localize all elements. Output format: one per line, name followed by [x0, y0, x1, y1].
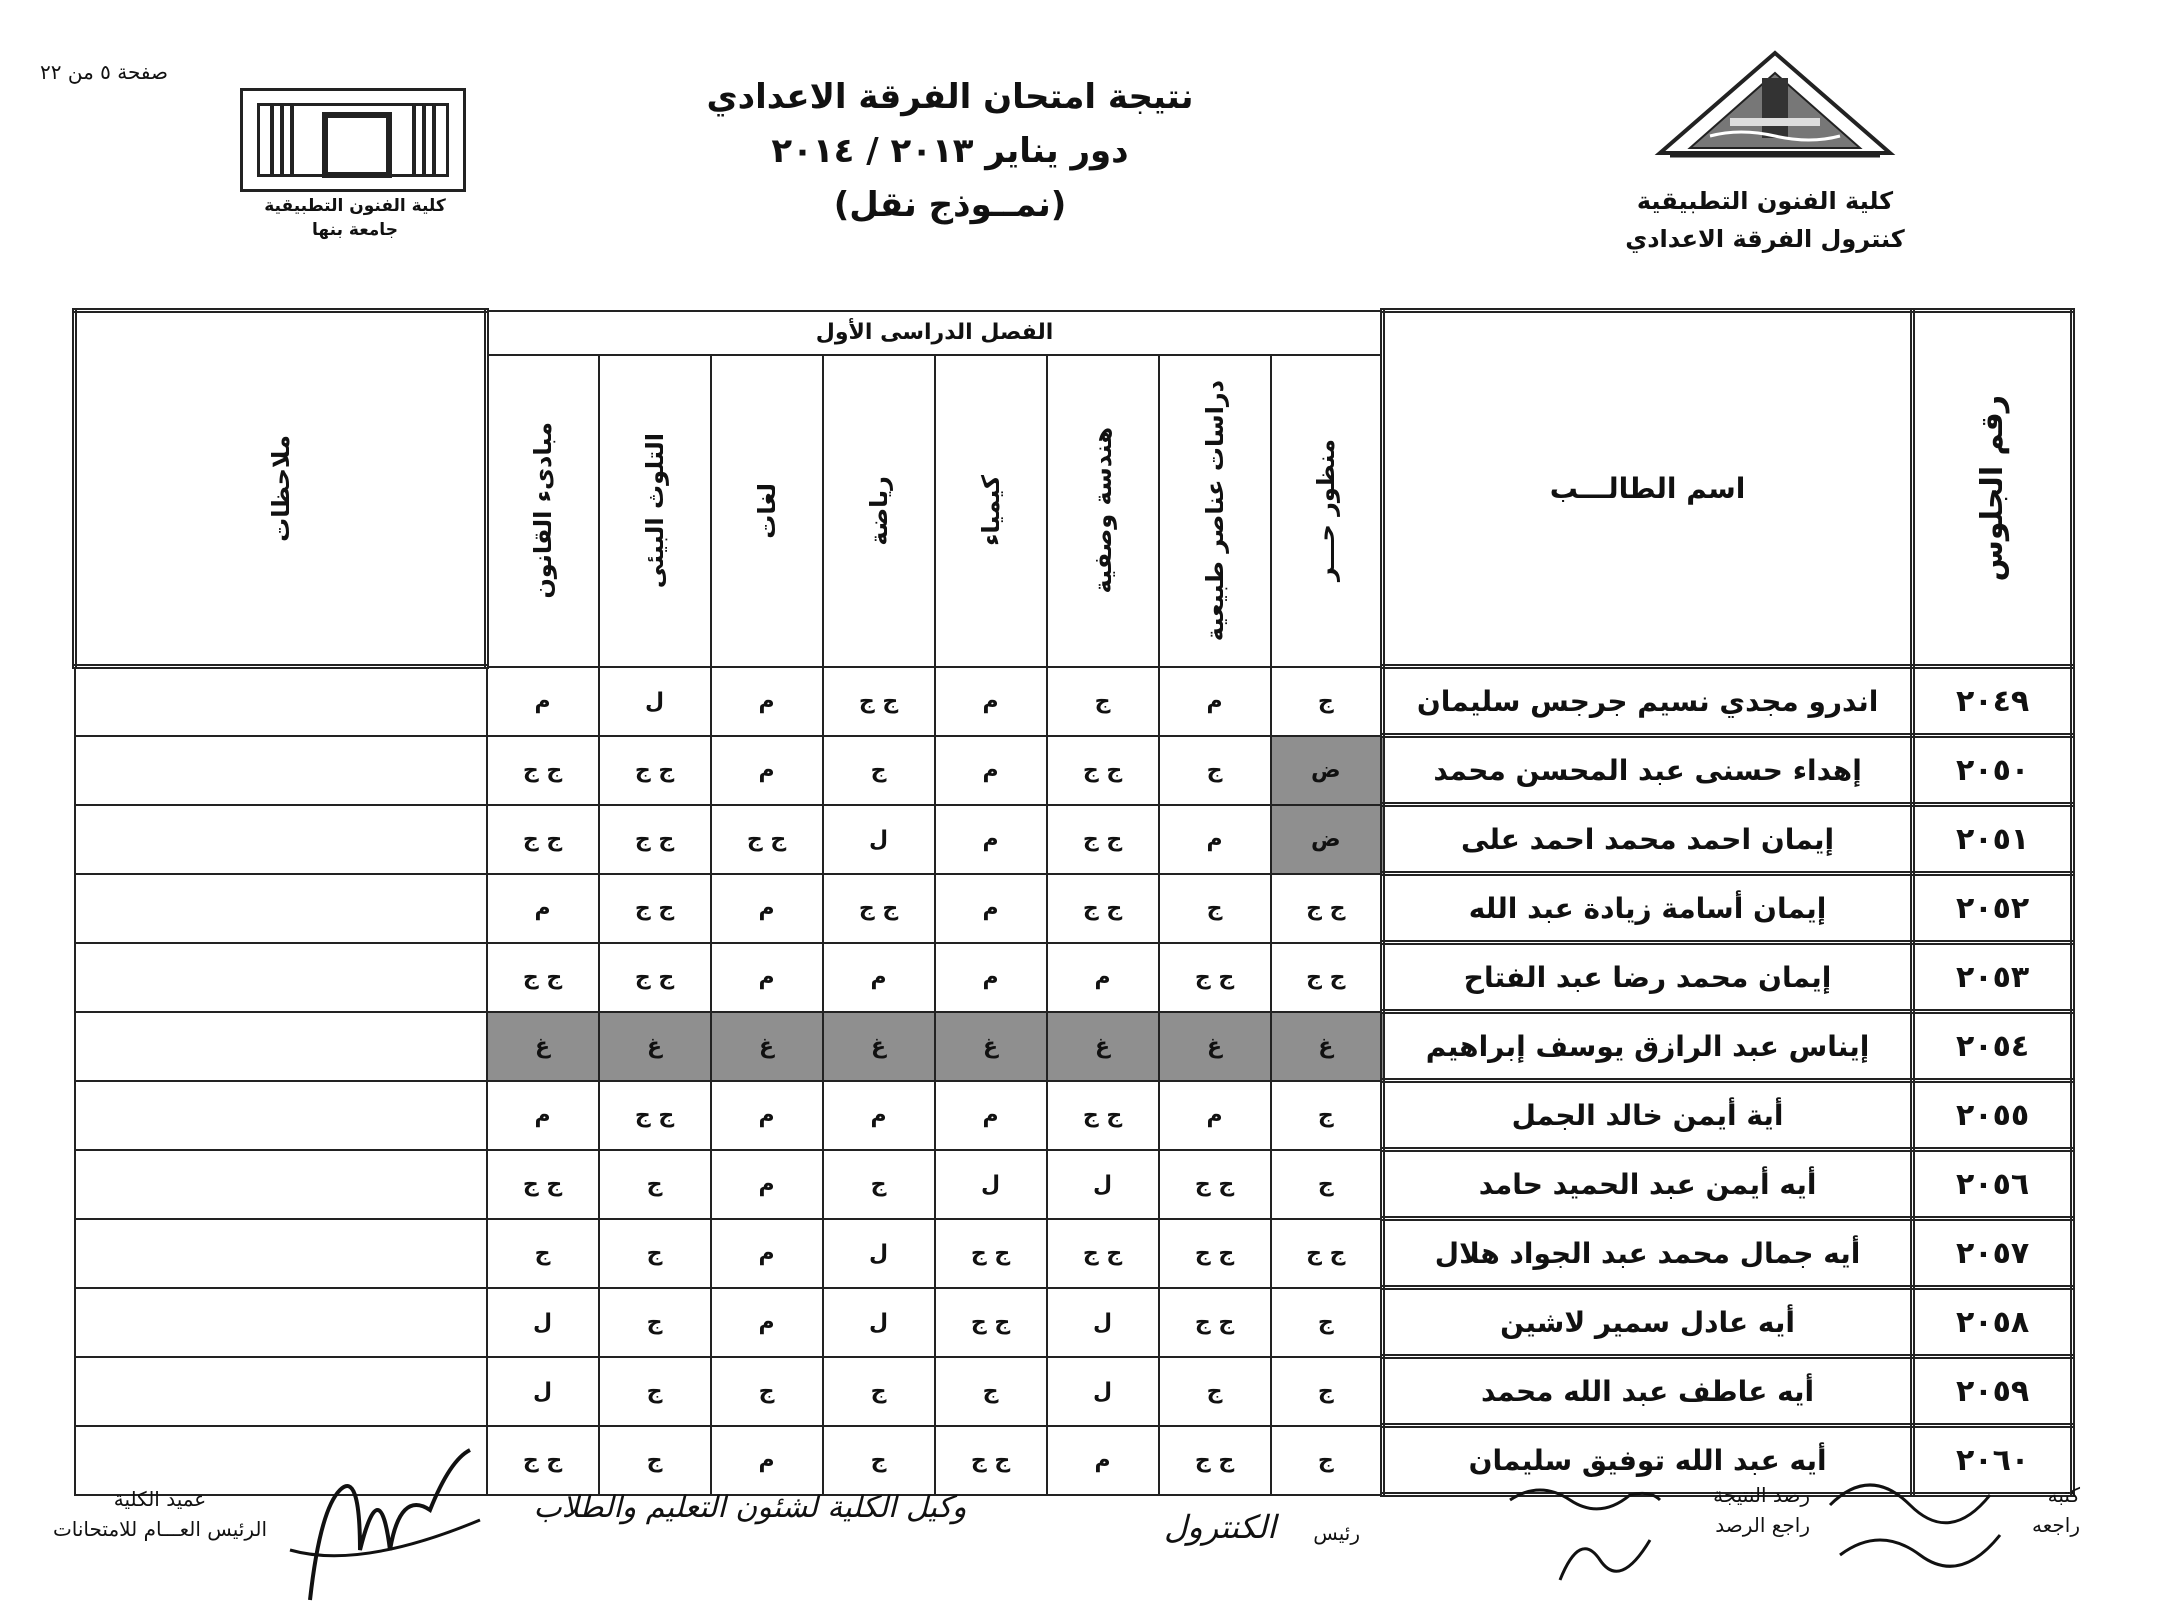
grade-cell: ج ج: [1047, 736, 1159, 805]
grade-cell: ج ج: [1159, 943, 1271, 1012]
grade-cell: ج ج: [711, 805, 823, 874]
grade-cell: ج: [1271, 1357, 1383, 1426]
grade-cell: ل: [487, 1357, 599, 1426]
grade-cell: م: [1159, 805, 1271, 874]
dean-signature-block: [40, 1484, 280, 1544]
grade-cell: ج: [1271, 1081, 1383, 1150]
grade-cell: ض: [1271, 805, 1383, 874]
seat-header: رقم الجلوس: [1913, 311, 2073, 667]
university-logo-icon: [1650, 48, 1900, 163]
grade-cell: ج ج: [599, 736, 711, 805]
subject-header-descriptive-geometry: هندسة وصفية: [1047, 355, 1159, 667]
notes-cell: [75, 1081, 487, 1150]
table-row: [75, 805, 2073, 874]
grade-cell: م: [487, 874, 599, 943]
vice-dean-handwriting: وكيل الكلية لشئون التعليم والطلاب: [533, 1490, 967, 1525]
grade-cell: ج ج: [823, 874, 935, 943]
grade-cell: ج ج: [487, 943, 599, 1012]
subject-header-natural-elements: دراسات عناصر طبيعية: [1159, 355, 1271, 667]
grade-cell: ج ج: [1047, 1219, 1159, 1288]
entry-review-label: راجع الرصد: [1715, 1513, 1810, 1537]
grade-cell: ج: [823, 736, 935, 805]
notes-cell: [75, 667, 487, 736]
grade-cell: ل: [1047, 1288, 1159, 1357]
seat-number-cell: ٢٠٥١: [1913, 805, 2073, 874]
grade-cell: ج ج: [1271, 943, 1383, 1012]
grade-cell: ج ج: [935, 1288, 1047, 1357]
grade-cell: ج: [935, 1357, 1047, 1426]
grade-cell: ج ج: [487, 1426, 599, 1495]
grade-cell: م: [711, 1081, 823, 1150]
table-row: [75, 667, 2073, 736]
logo-caption-university: جامعة بنها: [312, 220, 398, 240]
control-head-handwriting: الكنترول: [1164, 1508, 1276, 1546]
grade-cell: ج: [599, 1426, 711, 1495]
grade-cell: م: [1159, 1081, 1271, 1150]
dean-title: عميد الكلية: [113, 1487, 207, 1511]
student-name-cell: أيه عادل سمير لاشين: [1383, 1288, 1913, 1357]
page-indicator: صفحة ٥ من ٢٢: [40, 60, 168, 84]
seat-number-cell: ٢٠٦٠: [1913, 1426, 2073, 1495]
grade-cell: غ: [1047, 1012, 1159, 1081]
grade-cell: ل: [1047, 1357, 1159, 1426]
table-row: [75, 874, 2073, 943]
title-line-1: نتيجة امتحان الفرقة الاعدادي: [706, 77, 1194, 117]
logo-caption-college: كلية الفنون التطبيقية: [264, 196, 446, 216]
subject-header-math: رياضة: [823, 355, 935, 667]
grade-cell: غ: [1159, 1012, 1271, 1081]
grade-cell: م: [1047, 943, 1159, 1012]
subject-header-law: مبادىء القانون: [487, 355, 599, 667]
student-name-cell: إيمان محمد رضا عبد الفتاح: [1383, 943, 1913, 1012]
grade-cell: غ: [935, 1012, 1047, 1081]
grade-cell: ج ج: [1047, 805, 1159, 874]
subject-header-languages: لغات: [711, 355, 823, 667]
grade-cell: غ: [711, 1012, 823, 1081]
student-name-cell: أيه عاطف عبد الله محمد: [1383, 1357, 1913, 1426]
dean-subtitle: الرئيس العـــام للامتحانات: [52, 1517, 268, 1541]
grade-cell: ج: [711, 1357, 823, 1426]
faculty-label: [1600, 182, 1930, 258]
grade-cell: ج: [1271, 1426, 1383, 1495]
control-name: كنترول الفرقة الاعدادي: [1625, 225, 1905, 253]
grade-cell: ج ج: [487, 1150, 599, 1219]
grade-cell: ج: [1047, 667, 1159, 736]
student-name-cell: إيمان أسامة زيادة عبد الله: [1383, 874, 1913, 943]
grade-cell: ج: [1159, 1357, 1271, 1426]
grade-cell: ج ج: [1047, 874, 1159, 943]
grade-cell: م: [935, 805, 1047, 874]
grade-cell: م: [711, 874, 823, 943]
grade-cell: ج ج: [1271, 874, 1383, 943]
notes-cell: [75, 1219, 487, 1288]
seat-number-cell: ٢٠٥٦: [1913, 1150, 2073, 1219]
subject-header-pollution: التلوث البيئى: [599, 355, 711, 667]
notes-cell: [75, 1150, 487, 1219]
seat-number-cell: ٢٠٥٣: [1913, 943, 2073, 1012]
written-by-label: كتبه: [2047, 1483, 2080, 1507]
table-row: [75, 1081, 2073, 1150]
grade-cell: ج ج: [1159, 1288, 1271, 1357]
writer-signature-icon: [1820, 1465, 2020, 1585]
notes-cell: [75, 736, 487, 805]
seat-number-cell: ٢٠٥٥: [1913, 1081, 2073, 1150]
notes-cell: [75, 1357, 487, 1426]
notes-cell: [75, 1288, 487, 1357]
seat-number-cell: ٢٠٥٧: [1913, 1219, 2073, 1288]
notes-cell: [75, 805, 487, 874]
grade-cell: م: [1047, 1426, 1159, 1495]
document-title: [700, 70, 1200, 232]
subject-header-chemistry: كيمياء: [935, 355, 1047, 667]
table-row: [75, 1288, 2073, 1357]
grade-cell: م: [711, 1150, 823, 1219]
seat-number-cell: ٢٠٥٨: [1913, 1288, 2073, 1357]
grade-cell: ل: [599, 667, 711, 736]
grade-cell: ج: [1271, 1288, 1383, 1357]
grade-cell: ج: [487, 1219, 599, 1288]
notes-cell: [75, 943, 487, 1012]
grade-cell: م: [711, 1219, 823, 1288]
grade-cell: ج ج: [823, 667, 935, 736]
title-line-3: (نمــوذج نقل): [833, 185, 1067, 225]
grade-cell: ج ج: [599, 805, 711, 874]
student-name-cell: أيه أيمن عبد الحميد حامد: [1383, 1150, 1913, 1219]
grade-cell: ج ج: [487, 736, 599, 805]
grade-cell: م: [711, 1288, 823, 1357]
grade-cell: ل: [823, 805, 935, 874]
grade-cell: ج: [1271, 1150, 1383, 1219]
grade-cell: ج: [1159, 736, 1271, 805]
grade-cell: ج ج: [935, 1219, 1047, 1288]
subject-header-free-perspective: منظور حـــر: [1271, 355, 1383, 667]
grade-cell: ج: [599, 1357, 711, 1426]
grade-cell: م: [487, 667, 599, 736]
result-entry-signature-icon: [1500, 1470, 1670, 1590]
student-name-cell: أية أيمن خالد الجمل: [1383, 1081, 1913, 1150]
results-table: [72, 308, 2075, 1497]
grade-cell: غ: [1271, 1012, 1383, 1081]
grade-cell: ج ج: [487, 805, 599, 874]
table-row: [75, 1219, 2073, 1288]
grade-cell: م: [823, 1081, 935, 1150]
control-head-label: رئيس: [1313, 1521, 1360, 1545]
seat-number-cell: ٢٠٥٠: [1913, 736, 2073, 805]
faculty-name: كلية الفنون التطبيقية: [1636, 187, 1894, 215]
grade-cell: م: [711, 943, 823, 1012]
grade-cell: ج: [599, 1219, 711, 1288]
grade-cell: م: [935, 736, 1047, 805]
grade-cell: ض: [1271, 736, 1383, 805]
grade-cell: غ: [599, 1012, 711, 1081]
grade-cell: م: [711, 667, 823, 736]
notes-header: ملاحظات: [75, 311, 487, 667]
result-entry-label: رصد النتيجة: [1713, 1483, 1810, 1507]
table-row: [75, 943, 2073, 1012]
name-header: اسم الطالـــب: [1383, 311, 1913, 667]
student-name-cell: إهداء حسنى عبد المحسن محمد: [1383, 736, 1913, 805]
grade-cell: غ: [487, 1012, 599, 1081]
reviewed-by-label: راجعه: [2032, 1513, 2080, 1537]
grade-cell: ج: [823, 1150, 935, 1219]
college-logo: [240, 88, 470, 240]
student-name-cell: أيه عبد الله توفيق سليمان: [1383, 1426, 1913, 1495]
grade-cell: ج: [823, 1357, 935, 1426]
grade-cell: ج ج: [1159, 1150, 1271, 1219]
grade-cell: م: [1159, 667, 1271, 736]
student-name-cell: اندرو مجدي نسيم جرجس سليمان: [1383, 667, 1913, 736]
grade-cell: م: [823, 943, 935, 1012]
table-row: [75, 1012, 2073, 1081]
semester-header: الفصل الدراسى الأول: [487, 311, 1383, 355]
grade-cell: ج ج: [1159, 1219, 1271, 1288]
grade-cell: ج ج: [599, 874, 711, 943]
dean-signature-icon: [280, 1430, 500, 1605]
grade-cell: م: [935, 874, 1047, 943]
grade-cell: م: [711, 736, 823, 805]
grade-cell: م: [935, 943, 1047, 1012]
grade-cell: م: [487, 1081, 599, 1150]
student-name-cell: إيمان احمد محمد احمد على: [1383, 805, 1913, 874]
table-row: [75, 1150, 2073, 1219]
grade-cell: م: [935, 667, 1047, 736]
grade-cell: ج ج: [599, 943, 711, 1012]
student-name-cell: أيه جمال محمد عبد الجواد هلال: [1383, 1219, 1913, 1288]
grade-cell: ج: [599, 1150, 711, 1219]
grade-cell: ج ج: [1271, 1219, 1383, 1288]
grade-cell: ج: [599, 1288, 711, 1357]
grade-cell: غ: [823, 1012, 935, 1081]
grade-cell: ل: [487, 1288, 599, 1357]
notes-cell: [75, 1012, 487, 1081]
grade-cell: ج ج: [935, 1426, 1047, 1495]
grade-cell: ل: [823, 1219, 935, 1288]
grade-cell: م: [935, 1081, 1047, 1150]
table-row: [75, 1357, 2073, 1426]
grade-cell: ل: [823, 1288, 935, 1357]
seat-number-cell: ٢٠٥٩: [1913, 1357, 2073, 1426]
title-line-2: دور يناير ٢٠١٣ / ٢٠١٤: [771, 131, 1129, 171]
grade-cell: ج ج: [1047, 1081, 1159, 1150]
seat-number-cell: ٢٠٥٤: [1913, 1012, 2073, 1081]
seat-number-cell: ٢٠٤٩: [1913, 667, 2073, 736]
student-name-cell: إيناس عبد الرازق يوسف إبراهيم: [1383, 1012, 1913, 1081]
seat-number-cell: ٢٠٥٢: [1913, 874, 2073, 943]
grade-cell: ج ج: [599, 1081, 711, 1150]
grade-cell: م: [711, 1426, 823, 1495]
notes-cell: [75, 874, 487, 943]
grade-cell: ج ج: [1159, 1426, 1271, 1495]
grade-cell: ج: [1159, 874, 1271, 943]
grade-cell: ل: [935, 1150, 1047, 1219]
table-row: [75, 736, 2073, 805]
grade-cell: ج: [1271, 667, 1383, 736]
grade-cell: ل: [1047, 1150, 1159, 1219]
grade-cell: ج: [823, 1426, 935, 1495]
